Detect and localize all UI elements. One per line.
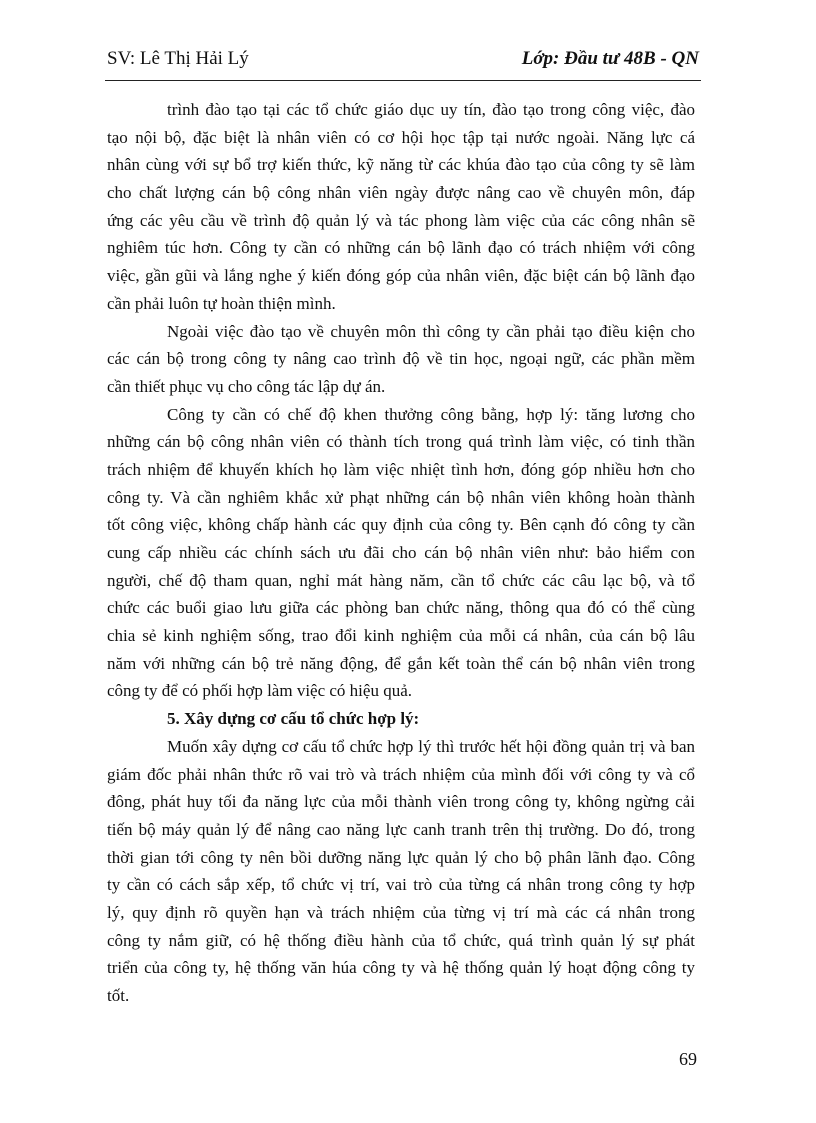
body-line: những cán bộ công nhân viên có thành tích trong quá trình làm việc, có tinh thần (107, 432, 695, 452)
body-line: tốt công việc, không chấp hành các quy định của công ty. Bên cạnh đó công ty cần (107, 515, 695, 535)
body-line: Công ty cần có chế độ khen thưởng công bằng, hợp lý: tăng lương cho (167, 404, 695, 424)
body-line: việc, gần gũi và lắng nghe ý kiến đóng góp của nhân viên, đặc biệt cán bộ lãnh đạo (107, 266, 695, 286)
body-line: công ty nắm giữ, có hệ thống điều hành của tổ chức, quá trình quản lý sự phát (107, 930, 695, 950)
body-line: tốt. (107, 986, 130, 1005)
body-line: triển của công ty, hệ thống văn húa công ty và hệ thống quản lý hoạt động công ty (107, 958, 695, 978)
body-line: tiến bộ máy quản lý để nâng cao năng lực canh tranh trên thị trường. Do đó, trong (107, 819, 695, 839)
body-line: ty cần có cách sắp xếp, tổ chức vị trí, vai trò của từng cá nhân trong công ty hợp (107, 875, 695, 895)
body-line: các cán bộ trong công ty nâng cao trình độ về tin học, ngoại ngữ, các phần mềm (107, 349, 695, 369)
page-number: 69 (679, 1049, 697, 1069)
student-name: SV: Lê Thị Hải Lý (107, 48, 249, 69)
header-rule (105, 80, 701, 81)
body-line: công ty để có phối hợp làm việc có hiệu quả. (107, 681, 412, 701)
body-line: cho chất lượng cán bộ công nhân viên ngày được nâng cao về chuyên môn, đáp (107, 183, 695, 203)
body-line: nhân cùng với sự bổ trợ kiến thức, kỹ năng từ các khúa đào tạo của công ty sẽ làm (107, 155, 695, 175)
body-line: nghiêm túc hơn. Công ty cần có những cán bộ lãnh đạo có trách nhiệm với công (107, 238, 695, 258)
body-line: Ngoài việc đào tạo về chuyên môn thì công ty cần phải tạo điều kiện cho (167, 321, 695, 341)
body-line: trách nhiệm để khuyến khích họ làm việc nhiệt tình hơn, đóng góp nhiều hơn cho (107, 459, 695, 479)
page-header (107, 48, 699, 78)
section-heading: 5. Xây dựng cơ cấu tổ chức hợp lý: (167, 709, 420, 729)
page-body (107, 96, 695, 1010)
body-line: công ty. Và cần nghiêm khắc xử phạt những cán bộ nhân viên không hoàn thành (107, 487, 695, 507)
body-line: cần thiết phục vụ cho công tác lập dự án. (107, 376, 386, 396)
body-line: trình đào tạo tại các tổ chức giáo dục uy tín, đào tạo trong công việc, đào (167, 100, 695, 119)
body-line: thời gian tới công ty nên bồi dưỡng năng lực quản lý cho bộ phân lãnh đạo. Công (107, 847, 695, 867)
body-line: ứng các yêu cầu về trình độ quản lý và tác phong làm việc của các công nhân sẽ (107, 210, 695, 230)
body-line: lý, quy định rõ quyền hạn và trách nhiệm của từng vị trí mà các cá nhân trong (107, 902, 695, 922)
body-line: chia sẻ kinh nghiệm sống, trao đổi kinh nghiệm của mỗi cá nhân, của cán bộ lâu (107, 626, 695, 646)
body-line: chức các buổi giao lưu giữa các phòng ban chức năng, thông qua đó có thể cùng (107, 598, 695, 618)
body-line: giám đốc phải nhân thức rõ vai trò và trách nhiệm của mình đối với công ty và cổ (107, 764, 695, 784)
body-line: người, chế độ tham quan, nghỉ mát hàng năm, cần tổ chức các câu lạc bộ, và tổ (107, 570, 695, 590)
class-name: Lớp: Đầu tư 48B - QN (521, 48, 699, 69)
body-line: đông, phát huy tối đa năng lực của mỗi thành viên trong công ty, không ngừng cải (107, 792, 695, 812)
body-line: cần phải luôn tự hoàn thiện mình. (107, 293, 336, 313)
body-line: cung cấp nhiều các chính sách ưu đãi cho cán bộ nhân viên như: bảo hiểm con (107, 543, 695, 562)
body-line: Muốn xây dựng cơ cấu tổ chức hợp lý thì trước hết hội đồng quản trị và ban (167, 736, 695, 756)
body-line: tạo nội bộ, đặc biệt là nhân viên có cơ hội học tập tại nước ngoài. Năng lực cá (107, 127, 695, 147)
body-line: năm với những cán bộ trẻ năng động, để gắn kết toàn thể cán bộ nhân viên trong (107, 653, 695, 673)
